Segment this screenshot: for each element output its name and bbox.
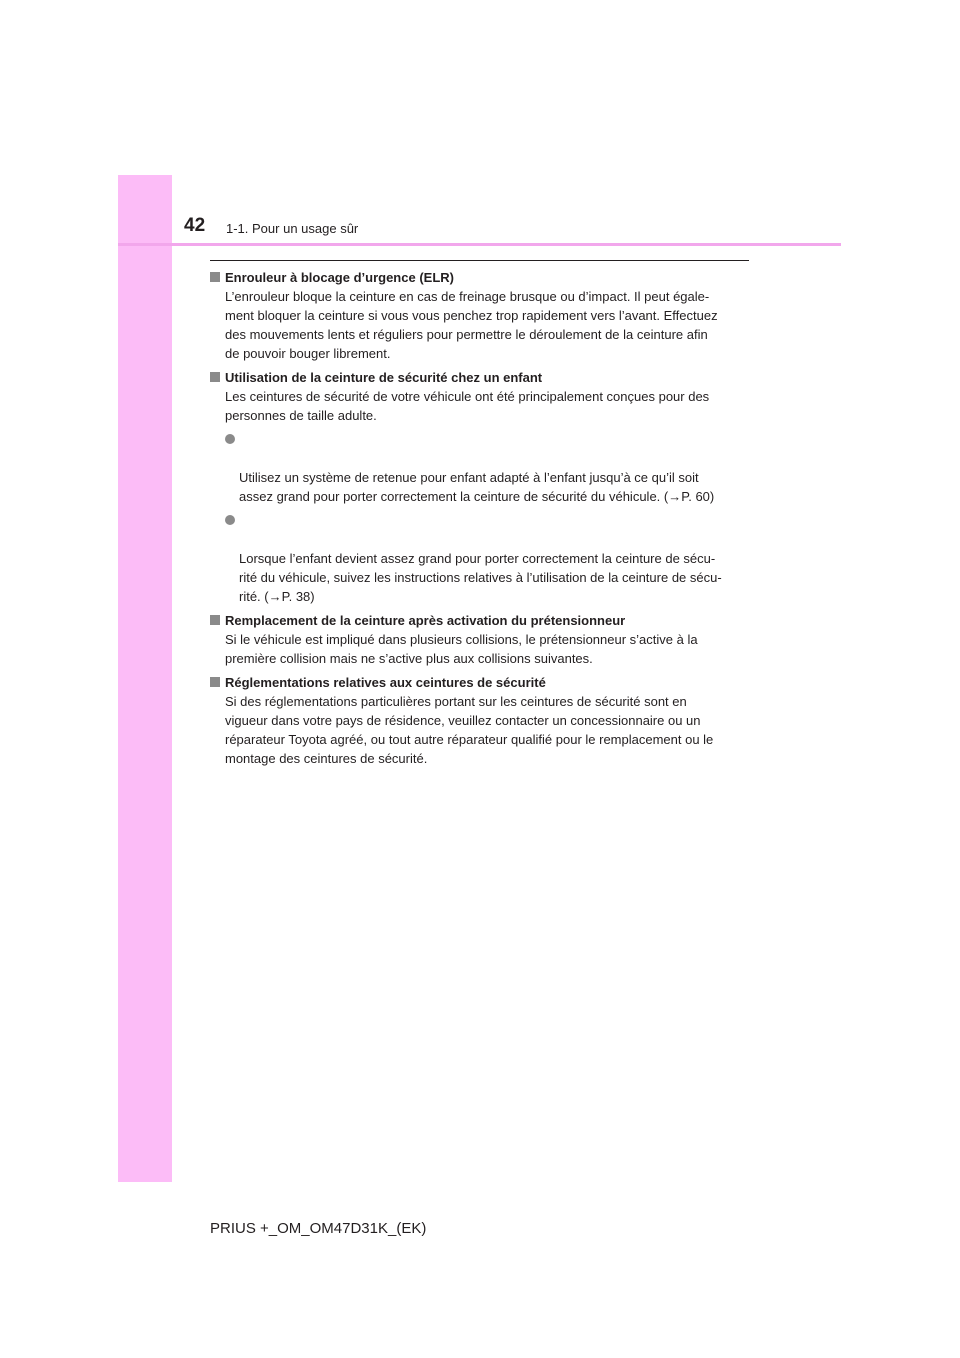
section-body: Si le véhicule est impliqué dans plusieurs collisions, le prétensionneur s’active à la première collision mais ne s’active plus aux collisions suivantes. xyxy=(225,632,698,666)
section-child-seatbelt xyxy=(210,368,749,606)
circle-bullet-icon xyxy=(225,515,235,525)
content-divider xyxy=(210,260,749,261)
heading-text: Réglementations relatives aux ceintures de sécurité xyxy=(225,675,546,690)
list-item xyxy=(210,430,749,506)
square-bullet-icon xyxy=(210,272,220,282)
section-heading xyxy=(210,673,749,692)
section-heading xyxy=(210,368,749,387)
section-title: 1-1. Pour un usage sûr xyxy=(226,221,359,236)
list-item-text: Utilisez un système de retenue pour enfant adapté à l’enfant jusqu’à ce qu’il soit assez grand pour porter correctement la ceinture de sécurité du véhicule. (→P. 60) xyxy=(239,470,715,504)
square-bullet-icon xyxy=(210,372,220,382)
section-body: L’enrouleur bloque la ceinture en cas de freinage brusque ou d’impact. Il peut égale- ment bloquer la ceinture si vous vous penchez trop rapidement vers l’avant. Effectuez des mouvements lents et réguliers pour permettre le déroulement de la ceinture afin de pouvoir bouger librement. xyxy=(225,289,718,361)
section-body: Les ceintures de sécurité de votre véhicule ont été principalement conçues pour des personnes de taille adulte. xyxy=(225,389,710,423)
section-body: Si des réglementations particulières portant sur les ceintures de sécurité sont en vigueur dans votre pays de résidence, veuillez contacter un concessionnaire ou un réparateur Toyota agréé, ou tout autre réparateur qualifié pour le remplacement ou le montage des ceintures de sécurité. xyxy=(225,694,714,766)
side-tab-band xyxy=(118,175,172,1182)
square-bullet-icon xyxy=(210,615,220,625)
page-number: 42 xyxy=(184,215,206,236)
section-heading xyxy=(210,268,749,287)
list-item-text: Lorsque l’enfant devient assez grand pour porter correctement la ceinture de sécu- rité du véhicule, suivez les instructions relatives à l’utilisation de la ceinture de sécu- rité. (→P. 38) xyxy=(239,551,722,604)
heading-text: Utilisation de la ceinture de sécurité chez un enfant xyxy=(225,370,543,385)
square-bullet-icon xyxy=(210,677,220,687)
section-pretensioner xyxy=(210,611,749,668)
section-elr xyxy=(210,268,749,363)
content-area xyxy=(210,268,749,773)
circle-bullet-icon xyxy=(225,434,235,444)
heading-text: Remplacement de la ceinture après activation du prétensionneur xyxy=(225,613,626,628)
section-heading xyxy=(210,611,749,630)
section-regulations xyxy=(210,673,749,768)
document-code: PRIUS +_OM_OM47D31K_(EK) xyxy=(210,1220,427,1237)
header-rule xyxy=(118,243,841,246)
list-item xyxy=(210,511,749,606)
heading-text: Enrouleur à blocage d’urgence (ELR) xyxy=(225,270,454,285)
